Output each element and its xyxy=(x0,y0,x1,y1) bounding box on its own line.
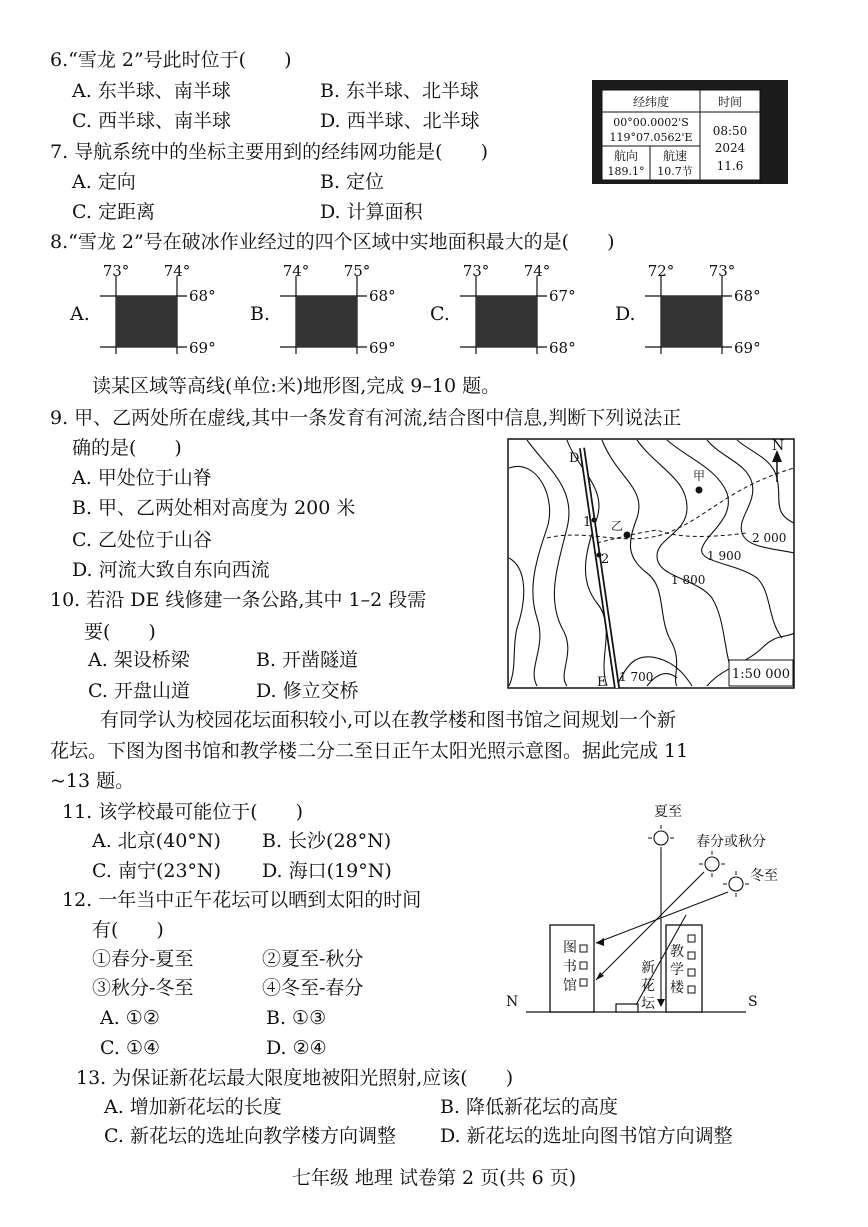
q10-option-a[interactable]: A. 架设桥梁 xyxy=(88,649,190,671)
winter-solstice-label: 冬至 xyxy=(750,868,778,884)
library-char-2: 书 xyxy=(563,959,577,975)
q9-stem-line2: 确的是( ) xyxy=(72,437,182,459)
library-char-3: 馆 xyxy=(563,978,577,994)
q8-d-lat-bottom: 69° xyxy=(734,339,761,357)
q6-option-a[interactable]: A. 东半球、南半球 xyxy=(72,80,231,102)
q7-stem: 7. 导航系统中的坐标主要用到的经纬网功能是( ) xyxy=(50,141,488,163)
q8-c-lat-bottom: 68° xyxy=(549,339,576,357)
summer-solstice-label: 夏至 xyxy=(654,804,682,820)
q8-grid-options xyxy=(60,256,800,364)
q13-option-d[interactable]: D. 新花坛的选址向图书馆方向调整 xyxy=(440,1125,733,1147)
q7-option-c[interactable]: C. 定距离 xyxy=(72,201,155,223)
q10-stem-line2: 要( ) xyxy=(84,621,156,643)
q8-option-b-letter: B. xyxy=(250,303,271,325)
q10-option-b[interactable]: B. 开凿隧道 xyxy=(256,649,359,671)
teaching-char-2: 学 xyxy=(670,962,684,978)
q10-option-d[interactable]: D. 修立交桥 xyxy=(256,680,359,702)
nav-col-time: 时间 xyxy=(717,95,743,109)
q8-option-a-letter: A. xyxy=(70,303,90,325)
bed-char-2: 花 xyxy=(641,978,655,994)
bed-char-3: 坛 xyxy=(641,996,655,1012)
nav-year: 2024 xyxy=(714,141,746,155)
q9-option-a[interactable]: A. 甲处位于山脊 xyxy=(72,467,212,489)
map-scale: 1:50 000 xyxy=(731,667,791,682)
q12-option-c[interactable]: C. ①④ xyxy=(100,1037,161,1059)
bed-char-1: 新 xyxy=(641,960,655,976)
navigation-panel-table xyxy=(592,80,788,184)
q11-option-a[interactable]: A. 北京(40°N) xyxy=(92,830,221,852)
teaching-char-1: 教 xyxy=(670,944,684,960)
q6-option-c[interactable]: C. 西半球、南半球 xyxy=(72,110,231,132)
flower-bed xyxy=(616,1004,638,1012)
q12-period-1: ①春分-夏至 xyxy=(92,948,194,970)
teaching-char-3: 楼 xyxy=(670,980,684,996)
q8-option-d-letter: D. xyxy=(615,303,636,325)
q12-option-a[interactable]: A. ①② xyxy=(100,1007,160,1029)
intro-11-13-line3: ~13 题。 xyxy=(50,770,135,792)
nav-col-latlon: 经纬度 xyxy=(632,95,670,109)
q7-option-b[interactable]: B. 定位 xyxy=(320,171,385,193)
q8-option-b[interactable] xyxy=(250,262,396,357)
q9-option-c[interactable]: C. 乙处位于山谷 xyxy=(72,529,212,551)
contour-label-1900: 1 900 xyxy=(707,549,742,563)
q13-option-a[interactable]: A. 增加新花坛的长度 xyxy=(104,1096,282,1118)
q8-option-c[interactable] xyxy=(430,262,576,357)
nav-speed: 10.7节 xyxy=(657,165,693,178)
sun-equinox xyxy=(705,857,719,871)
point-jia-label: 甲 xyxy=(693,469,706,483)
q10-option-c[interactable]: C. 开盘山道 xyxy=(88,680,190,702)
north-label: N xyxy=(772,438,785,454)
contour-label-1700: 1 700 xyxy=(619,670,654,684)
q13-stem: 13. 为保证新花坛最大限度地被阳光照射,应该( ) xyxy=(76,1067,514,1089)
q8-c-lon-right: 74° xyxy=(523,262,551,280)
q8-d-lat-top: 68° xyxy=(734,287,761,305)
q8-option-c-letter: C. xyxy=(430,303,450,325)
navigation-panel-photo xyxy=(592,80,788,184)
page-footer: 七年级 地理 试卷第 2 页(共 6 页) xyxy=(291,1167,577,1189)
south-direction-label: S xyxy=(748,994,758,1010)
q11-option-d[interactable]: D. 海口(19°N) xyxy=(262,860,392,882)
topographic-map xyxy=(507,438,795,690)
q12-period-4: ④冬至-春分 xyxy=(262,977,364,999)
q9-option-d[interactable]: D. 河流大致自东向西流 xyxy=(72,559,270,581)
q7-option-a[interactable]: A. 定向 xyxy=(72,171,136,193)
nav-time: 08:50 xyxy=(712,124,748,138)
point-e-label: E xyxy=(597,675,607,690)
q11-option-c[interactable]: C. 南宁(23°N) xyxy=(92,860,222,882)
intro-9-10: 读某区域等高线(单位:米)地形图,完成 9–10 题。 xyxy=(92,375,501,397)
q10-stem-line1: 10. 若沿 DE 线修建一条公路,其中 1–2 段需 xyxy=(50,589,427,611)
contour-label-2000: 2 000 xyxy=(752,531,787,545)
q6-stem: 6.“雪龙 2”号此时位于( ) xyxy=(50,49,292,71)
nav-date: 11.6 xyxy=(716,159,744,173)
contour-label-1800: 1 800 xyxy=(671,573,706,587)
nav-heading: 189.1° xyxy=(607,165,645,178)
sun-winter-solstice xyxy=(729,877,743,891)
q8-b-lat-top: 68° xyxy=(369,287,396,305)
point-2-label: 2 xyxy=(601,552,610,567)
q8-a-lon-right: 74° xyxy=(163,262,191,280)
point-1-label: 1 xyxy=(583,515,592,530)
q8-c-lon-left: 73° xyxy=(462,262,490,280)
point-yi-label: 乙 xyxy=(611,519,624,533)
q12-option-b[interactable]: B. ①③ xyxy=(266,1007,327,1029)
sun-angle-diagram xyxy=(496,800,796,1015)
q6-option-d[interactable]: D. 西半球、北半球 xyxy=(320,110,480,132)
nav-speed-label: 航速 xyxy=(662,149,688,163)
q7-option-d[interactable]: D. 计算面积 xyxy=(320,201,423,223)
q8-b-lon-right: 75° xyxy=(343,262,371,280)
q8-b-lat-bottom: 69° xyxy=(369,339,396,357)
q8-option-a[interactable] xyxy=(69,262,216,357)
q12-period-3: ③秋分-冬至 xyxy=(92,977,194,999)
q9-option-b[interactable]: B. 甲、乙两处相对高度为 200 米 xyxy=(72,497,356,519)
q8-stem: 8.“雪龙 2”号在破冰作业经过的四个区域中实地面积最大的是( ) xyxy=(50,231,615,253)
sun-summer-solstice xyxy=(654,831,668,845)
q11-option-b[interactable]: B. 长沙(28°N) xyxy=(262,830,392,852)
q12-period-2: ②夏至-秋分 xyxy=(262,948,364,970)
q8-d-lon-left: 72° xyxy=(647,262,675,280)
north-direction-label: N xyxy=(506,994,519,1010)
q6-option-b[interactable]: B. 东半球、北半球 xyxy=(320,80,480,102)
point-d-label: D xyxy=(569,451,580,466)
q9-stem-line1: 9. 甲、乙两处所在虚线,其中一条发育有河流,结合图中信息,判断下列说法正 xyxy=(50,407,682,429)
q13-option-b[interactable]: B. 降低新花坛的高度 xyxy=(440,1096,619,1118)
equinox-label: 春分或秋分 xyxy=(696,834,766,850)
nav-heading-label: 航向 xyxy=(613,149,639,163)
q8-d-lon-right: 73° xyxy=(708,262,736,280)
q8-c-lat-top: 67° xyxy=(549,287,576,305)
q11-stem: 11. 该学校最可能位于( ) xyxy=(62,801,304,823)
q12-stem-line2: 有( ) xyxy=(92,919,164,941)
nav-longitude: 119°07.0562'E xyxy=(609,131,693,144)
q8-option-d[interactable] xyxy=(615,262,761,357)
intro-11-13-line2: 花坛。下图为图书馆和教学楼二分二至日正午太阳光照示意图。据此完成 11 xyxy=(50,740,689,762)
nav-latitude: 00°00.0002'S xyxy=(613,116,689,129)
q8-a-lat-top: 68° xyxy=(189,287,216,305)
q13-option-c[interactable]: C. 新花坛的选址向教学楼方向调整 xyxy=(104,1125,396,1147)
q8-b-lon-left: 74° xyxy=(282,262,310,280)
q12-option-d[interactable]: D. ②④ xyxy=(266,1037,327,1059)
q12-stem-line1: 12. 一年当中正午花坛可以晒到太阳的时间 xyxy=(62,889,422,911)
q8-a-lat-bottom: 69° xyxy=(189,339,216,357)
q8-a-lon-left: 73° xyxy=(102,262,130,280)
intro-11-13-line1: 有同学认为校园花坛面积较小,可以在教学楼和图书馆之间规划一个新 xyxy=(100,709,677,731)
library-char-1: 图 xyxy=(563,940,577,956)
